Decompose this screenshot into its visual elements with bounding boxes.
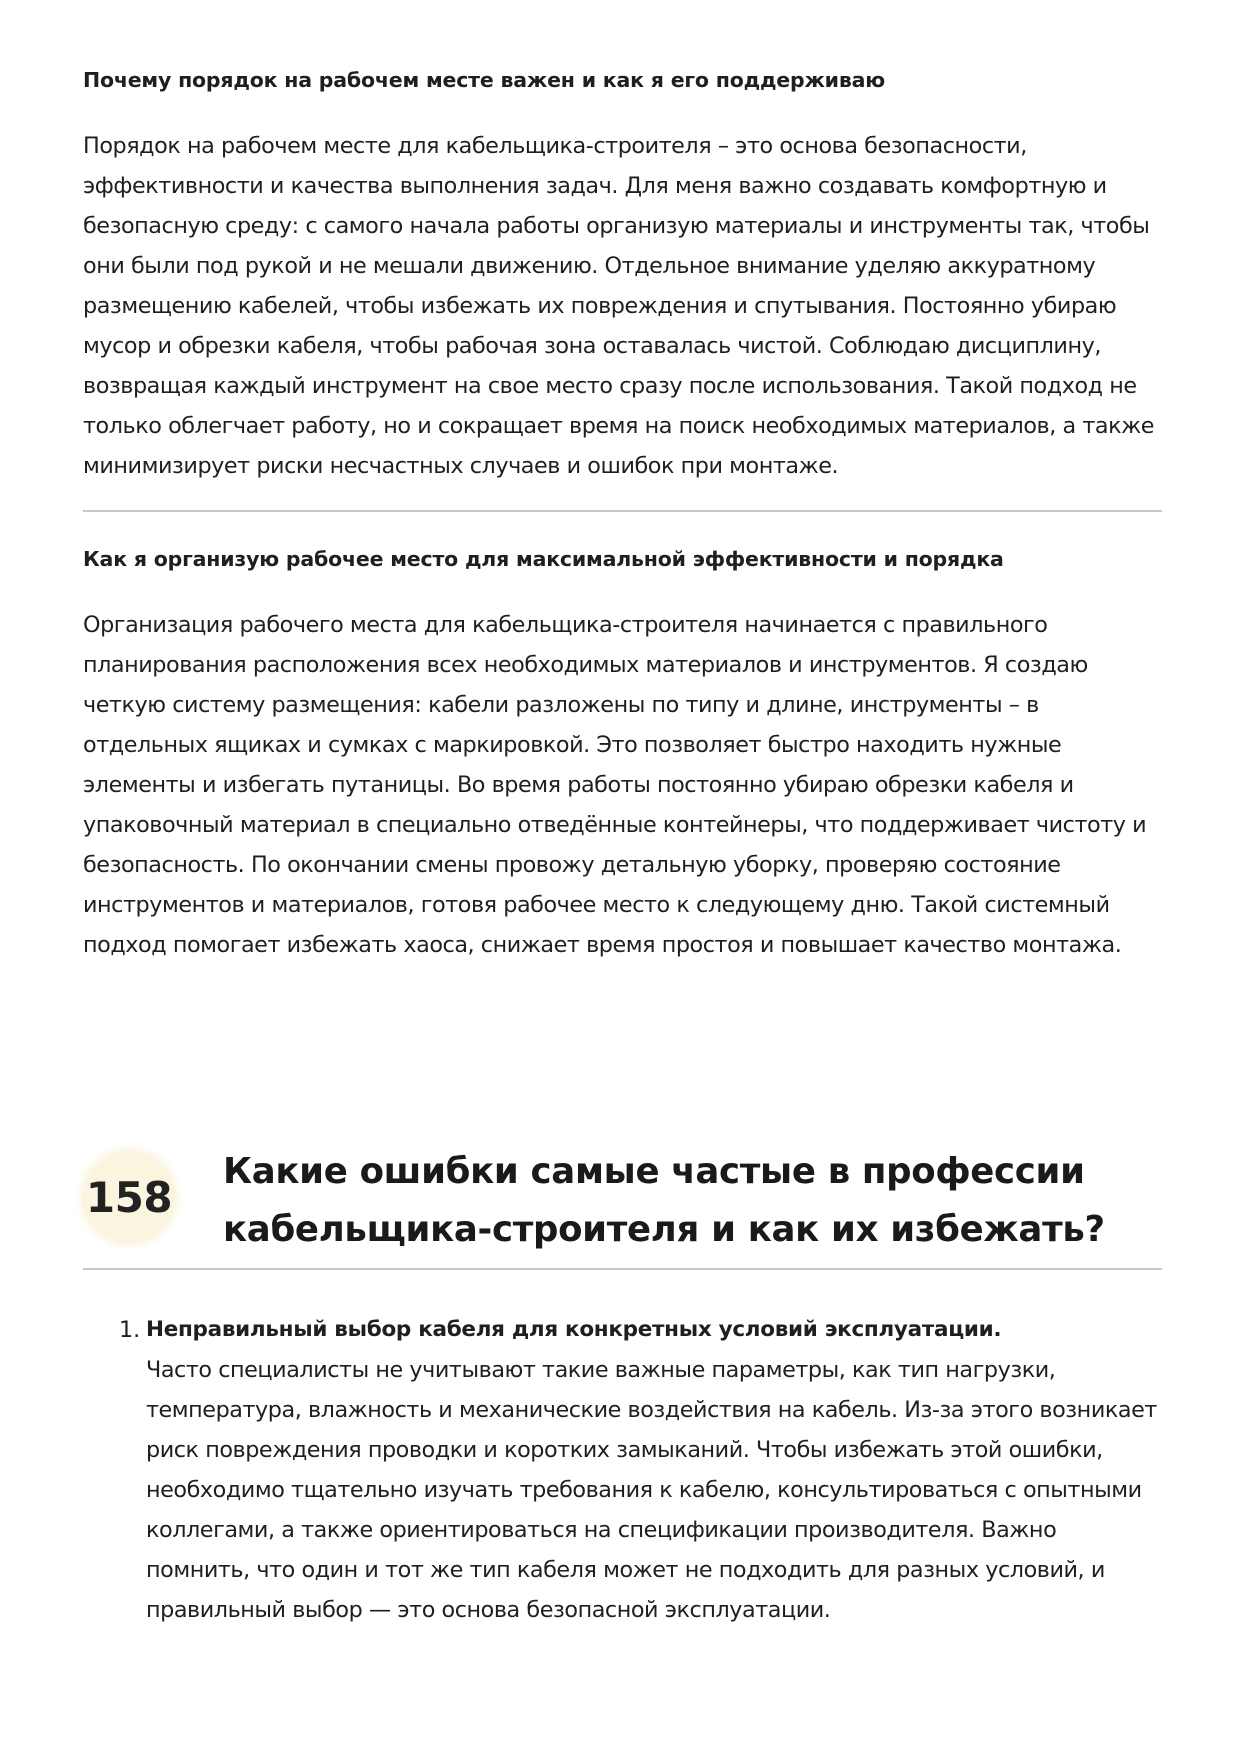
- list-item-number: 1.: [119, 1317, 141, 1343]
- mistakes-list: [83, 1310, 1162, 1630]
- paragraph-line: инструментов и материалов, готовя рабочее место к следующему дню. Такой системный: [83, 892, 1110, 918]
- question-title: [223, 1143, 1163, 1259]
- question-title-line: кабельщика-строителя и как их избежать?: [223, 1209, 1105, 1250]
- paragraph-line: отдельных ящиках и сумках с маркировкой. Это позволяет быстро находить нужные: [83, 732, 1062, 758]
- question-title-line: Какие ошибки самые частые в профессии: [223, 1151, 1085, 1192]
- paragraph-line: риск повреждения проводки и коротких замыканий. Чтобы избежать этой ошибки,: [146, 1437, 1103, 1463]
- paragraph-line: необходимо тщательно изучать требования к кабелю, консультироваться с опытными: [146, 1477, 1142, 1503]
- section-paragraph-order-importance: [83, 126, 1154, 486]
- paragraph-line: коллегами, а также ориентироваться на спецификации производителя. Важно: [146, 1517, 1057, 1543]
- question-number-badge: 158: [83, 1151, 175, 1243]
- paragraph-line: элементы и избегать путаницы. Во время работы постоянно убираю обрезки кабеля и: [83, 772, 1074, 798]
- paragraph-line: они были под рукой и не мешали движению. Отдельное внимание уделяю аккуратному: [83, 253, 1096, 279]
- paragraph-line: правильный выбор — это основа безопасной эксплуатации.: [146, 1597, 831, 1623]
- paragraph-line: минимизирует риски несчастных случаев и ошибок при монтаже.: [83, 453, 839, 479]
- paragraph-line: Организация рабочего места для кабельщика-строителя начинается с правильного: [83, 612, 1048, 638]
- paragraph-line: эффективности и качества выполнения задач. Для меня важно создавать комфортную и: [83, 173, 1107, 199]
- question-divider: [83, 1268, 1162, 1270]
- list-item-body: [146, 1350, 1162, 1630]
- list-item-title: Неправильный выбор кабеля для конкретных условий эксплуатации.: [146, 1317, 1002, 1342]
- paragraph-line: Порядок на рабочем месте для кабельщика-строителя – это основа безопасности,: [83, 133, 1027, 159]
- section-paragraph-workplace-organization: [83, 605, 1146, 965]
- paragraph-line: упаковочный материал в специально отведённые контейнеры, что поддерживает чистоту и: [83, 812, 1147, 838]
- paragraph-line: подход помогает избежать хаоса, снижает время простоя и повышает качество монтажа.: [83, 932, 1122, 958]
- paragraph-line: размещению кабелей, чтобы избежать их повреждения и спутывания. Постоянно убираю: [83, 293, 1117, 319]
- paragraph-line: безопасность. По окончании смены провожу детальную уборку, проверяю состояние: [83, 852, 1061, 878]
- section-heading-order-importance: Почему порядок на рабочем месте важен и как я его поддерживаю: [83, 68, 885, 92]
- paragraph-line: Часто специалисты не учитывают такие важные параметры, как тип нагрузки,: [146, 1357, 1056, 1383]
- paragraph-line: безопасную среду: с самого начала работы организую материалы и инструменты так, чтобы: [83, 213, 1150, 239]
- list-item: [83, 1310, 1162, 1630]
- section-divider: [83, 510, 1162, 512]
- paragraph-line: только облегчает работу, но и сокращает время на поиск необходимых материалов, а также: [83, 413, 1155, 439]
- paragraph-line: планирования расположения всех необходимых материалов и инструментов. Я создаю: [83, 652, 1088, 678]
- paragraph-line: помнить, что один и тот же тип кабеля может не подходить для разных условий, и: [146, 1557, 1105, 1583]
- paragraph-line: температура, влажность и механические воздействия на кабель. Из-за этого возникает: [146, 1397, 1157, 1423]
- paragraph-line: возвращая каждый инструмент на свое место сразу после использования. Такой подход не: [83, 373, 1137, 399]
- paragraph-line: мусор и обрезки кабеля, чтобы рабочая зона оставалась чистой. Соблюдаю дисциплину,: [83, 333, 1101, 359]
- section-heading-workplace-organization: Как я организую рабочее место для максимальной эффективности и порядка: [83, 547, 1004, 571]
- paragraph-line: четкую систему размещения: кабели разложены по типу и длине, инструменты – в: [83, 692, 1039, 718]
